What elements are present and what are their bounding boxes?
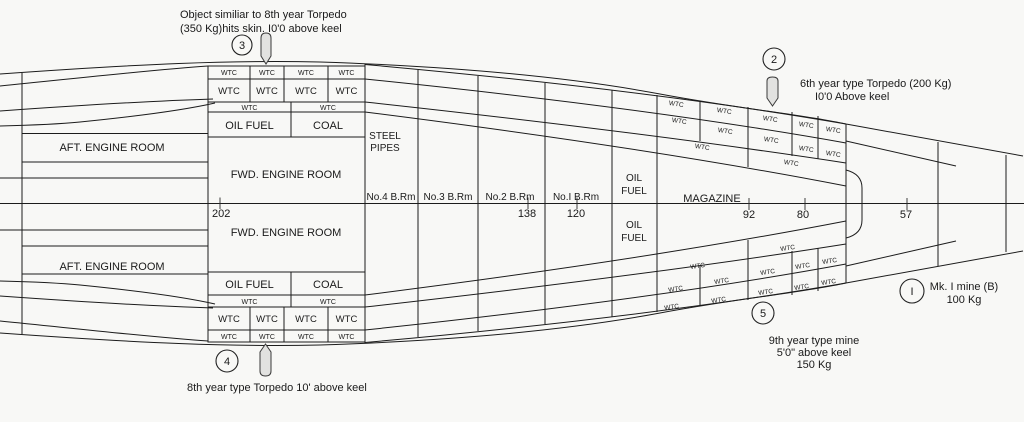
torpedo-symbol-3: [261, 33, 271, 64]
boiler-room-1-label: No.I B.Rm: [552, 192, 600, 203]
wtc-label: WTC: [320, 299, 336, 306]
wtc-label: WTC: [320, 105, 336, 112]
torpedo-symbol-4: [260, 344, 271, 376]
steel-pipes-label-line1: STEEL: [369, 131, 401, 142]
boiler-room-4-label: No.4 B.Rm: [366, 192, 416, 203]
note-3-line1: Object similiar to 8th year Torpedo: [180, 9, 347, 21]
magazine-label: MAGAZINE: [683, 193, 741, 205]
wtc-label: WTC: [667, 284, 684, 295]
hull-bottom-bulge-line-2: [0, 281, 215, 304]
hit-marker-2-number: 2: [770, 54, 778, 66]
wtc-label: WTC: [793, 282, 810, 293]
wtc-label: WTC: [338, 334, 355, 341]
wtc-label: WTC: [259, 70, 275, 77]
note-4: 8th year type Torpedo 10' above keel: [187, 382, 367, 394]
wtc-label: WTC: [338, 70, 355, 77]
hull-top-bulge-line-2: [0, 103, 215, 126]
oil-fuel-lower-label-line2: FUEL: [621, 233, 647, 244]
wtc-label: WTC: [241, 299, 258, 306]
oil-fuel-label-top: OIL FUEL: [225, 120, 274, 132]
midship-bottom-compartments: [208, 272, 365, 342]
hull-lines: [0, 62, 1024, 346]
wtc-label: WTC: [716, 106, 733, 117]
frame-number-92: 92: [742, 209, 756, 221]
oil-fuel-lower-label-line1: OIL: [625, 220, 643, 231]
wtc-label: WTC: [335, 86, 358, 97]
wtc-label: WTC: [218, 86, 240, 97]
wtc-label: WTC: [763, 135, 780, 146]
wtc-label: WTC: [779, 243, 796, 254]
wtc-label: WTC: [825, 149, 842, 160]
frame-number-80: 80: [796, 209, 810, 221]
bow-bottom-inner-line: [846, 241, 956, 266]
wtc-label: WTC: [713, 276, 730, 287]
wtc-label: WTC: [757, 287, 774, 298]
oil-fuel-label-bottom: OIL FUEL: [225, 279, 274, 291]
wtc-label: WTC: [256, 314, 278, 325]
wtc-label: WTC: [825, 125, 842, 136]
oil-fuel-upper-label-line1: OIL: [625, 173, 643, 184]
hit-marker-4-number: 4: [223, 356, 231, 368]
hull-top-second-line: [0, 66, 208, 86]
note-I-line1: Mk. I mine (B): [929, 281, 999, 293]
wtc-label: WTC: [241, 105, 258, 112]
wing-wtc-bottom: [664, 240, 838, 312]
note-5-line1: 9th year type mine: [768, 335, 860, 347]
wtc-label: WTC: [298, 70, 314, 77]
wtc-label: WTC: [762, 114, 779, 125]
boiler-room-3-label: No.3 B.Rm: [423, 192, 473, 203]
torpedo-symbol-2: [767, 77, 778, 106]
wing-bottom-line-3: [365, 244, 846, 307]
note-3-line2: (350 Kg)hits skin. I0'0 above keel: [180, 23, 342, 35]
wtc-label: WTC: [794, 261, 811, 272]
wtc-label: WTC: [694, 142, 711, 153]
wtc-label: WTC: [335, 314, 358, 325]
oil-fuel-upper-label-line2: FUEL: [621, 186, 647, 197]
coal-label-top: COAL: [313, 120, 343, 132]
wtc-label: WTC: [689, 261, 706, 272]
hit-marker-I-number: I: [910, 286, 914, 298]
frame-number-138: 138: [517, 208, 537, 220]
hit-marker-5-number: 5: [759, 308, 767, 320]
compartment-labels: [367, 131, 741, 244]
wtc-label: WTC: [821, 256, 838, 267]
wing-bottom-line-4: [365, 221, 846, 298]
frame-number-202: 202: [212, 208, 231, 220]
note-5-line3: 150 Kg: [796, 359, 832, 371]
wtc-label: WTC: [295, 314, 317, 325]
wtc-label: WTC: [218, 314, 240, 325]
wtc-label: WTC: [798, 144, 815, 155]
steel-pipes-label-line2: PIPES: [370, 143, 400, 154]
wtc-label: WTC: [298, 334, 314, 341]
wtc-label: WTC: [668, 99, 685, 110]
fwd-engine-room-label-top: FWD. ENGINE ROOM: [230, 169, 342, 181]
wtc-label: WTC: [295, 86, 317, 97]
midship-top-compartments: [208, 66, 365, 137]
aft-engine-room-label-bottom: AFT. ENGINE ROOM: [59, 261, 165, 273]
note-5-line2: 5'0" above keel: [776, 347, 852, 359]
wing-top-line-3: [365, 99, 846, 163]
hull-bottom-second-line: [0, 321, 208, 341]
wtc-label: WTC: [663, 302, 680, 313]
note-2-line2: I0'0 Above keel: [815, 91, 890, 103]
note-I-line2: 100 Kg: [946, 294, 982, 306]
wtc-label: WTC: [759, 267, 776, 278]
coal-label-bottom: COAL: [313, 279, 343, 291]
note-2-line1: 6th year type Torpedo (200 Kg): [800, 78, 952, 90]
fwd-engine-room-label-bottom: FWD. ENGINE ROOM: [230, 227, 342, 239]
aft-engine-room-label-top: AFT. ENGINE ROOM: [59, 142, 165, 154]
wtc-label: WTC: [798, 120, 815, 131]
frame-number-120: 120: [566, 208, 586, 220]
wtc-label: WTC: [717, 126, 734, 137]
frame-number-57: 57: [899, 209, 913, 221]
wtc-label: WTC: [671, 116, 688, 127]
wtc-label: WTC: [820, 277, 837, 288]
hit-marker-3-number: 3: [238, 40, 246, 52]
wtc-label: WTC: [221, 334, 237, 341]
bow-top-inner-line: [846, 141, 956, 166]
wtc-label: WTC: [710, 295, 727, 306]
wtc-label: WTC: [256, 86, 278, 97]
wtc-label: WTC: [783, 158, 800, 169]
wtc-label: WTC: [221, 70, 237, 77]
boiler-room-2-label: No.2 B.Rm: [485, 192, 535, 203]
wtc-label: WTC: [259, 334, 275, 341]
